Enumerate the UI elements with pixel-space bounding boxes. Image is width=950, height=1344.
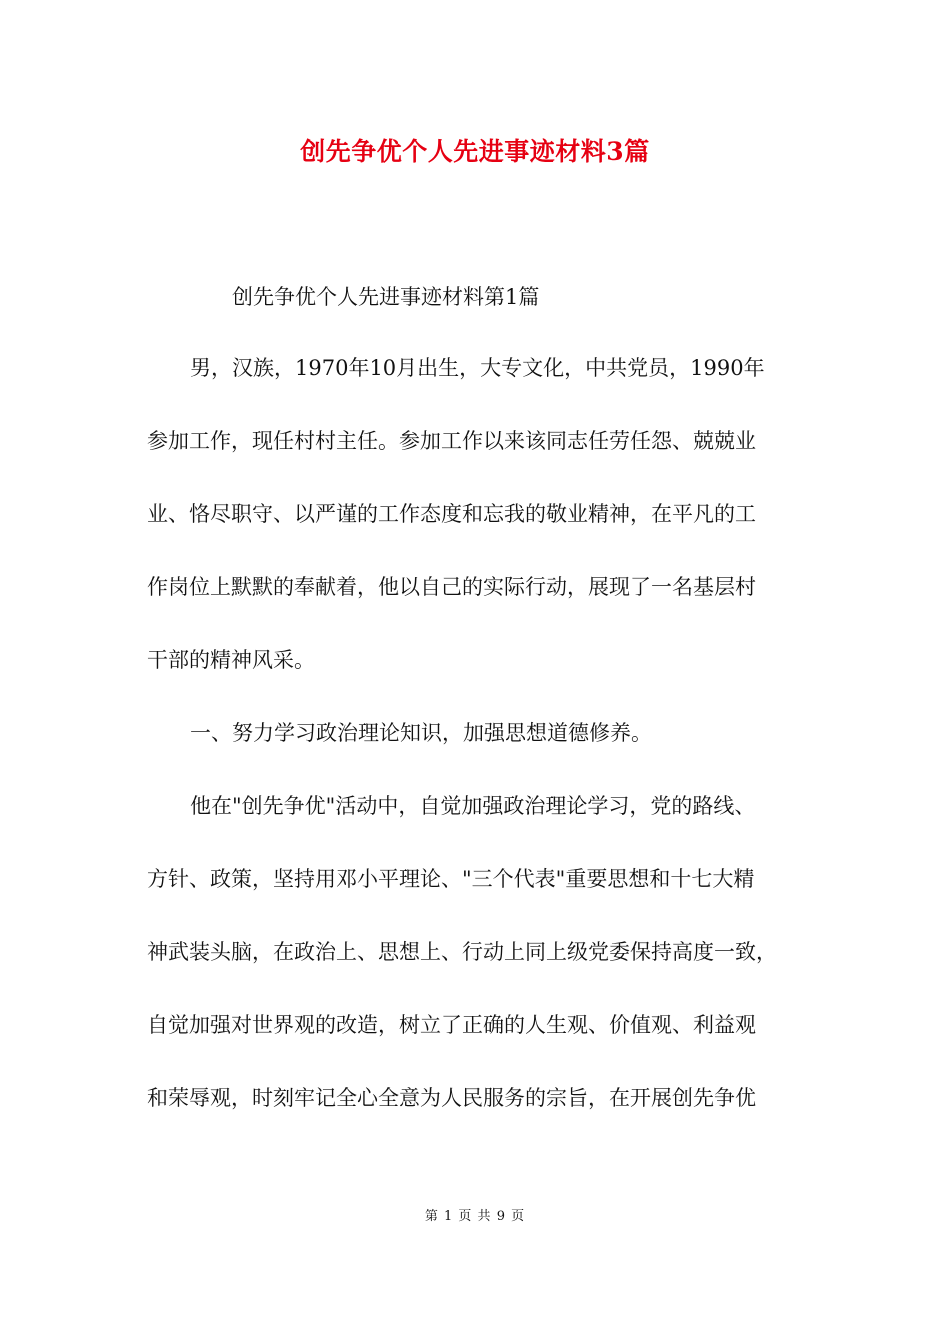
paragraph-line: 干部的精神风采。 bbox=[147, 648, 315, 672]
document-title: 创先争优个人先进事迹材料3篇 bbox=[300, 137, 650, 166]
page-number: 第 1 页 共 9 页 bbox=[424, 1209, 526, 1224]
paragraph-line: 和荣辱观，时刻牢记全心全意为人民服务的宗旨，在开展创先争优 bbox=[147, 1086, 756, 1110]
paragraph-line: 方针、政策，坚持用邓小平理论、"三个代表"重要思想和十七大精 bbox=[147, 867, 755, 891]
section-heading: 一、努力学习政治理论知识，加强思想道德修养。 bbox=[190, 721, 652, 745]
paragraph-line: 他在"创先争优"活动中，自觉加强政治理论学习，党的路线、 bbox=[190, 794, 756, 818]
paragraph-line: 业、恪尽职守、以严谨的工作态度和忘我的敬业精神，在平凡的工 bbox=[147, 502, 756, 526]
paragraph-line: 男，汉族，1970年10月出生，大专文化，中共党员，1990年 bbox=[190, 356, 765, 380]
section-subtitle: 创先争优个人先进事迹材料第1篇 bbox=[232, 285, 540, 309]
paragraph-line: 自觉加强对世界观的改造，树立了正确的人生观、价值观、利益观 bbox=[147, 1013, 756, 1037]
paragraph-line: 参加工作，现任村村主任。参加工作以来该同志任劳任怨、兢兢业 bbox=[147, 429, 756, 453]
paragraph-line: 神武装头脑，在政治上、思想上、行动上同上级党委保持高度一致， bbox=[147, 940, 777, 964]
paragraph-line: 作岗位上默默的奉献着，他以自己的实际行动，展现了一名基层村 bbox=[147, 575, 756, 599]
